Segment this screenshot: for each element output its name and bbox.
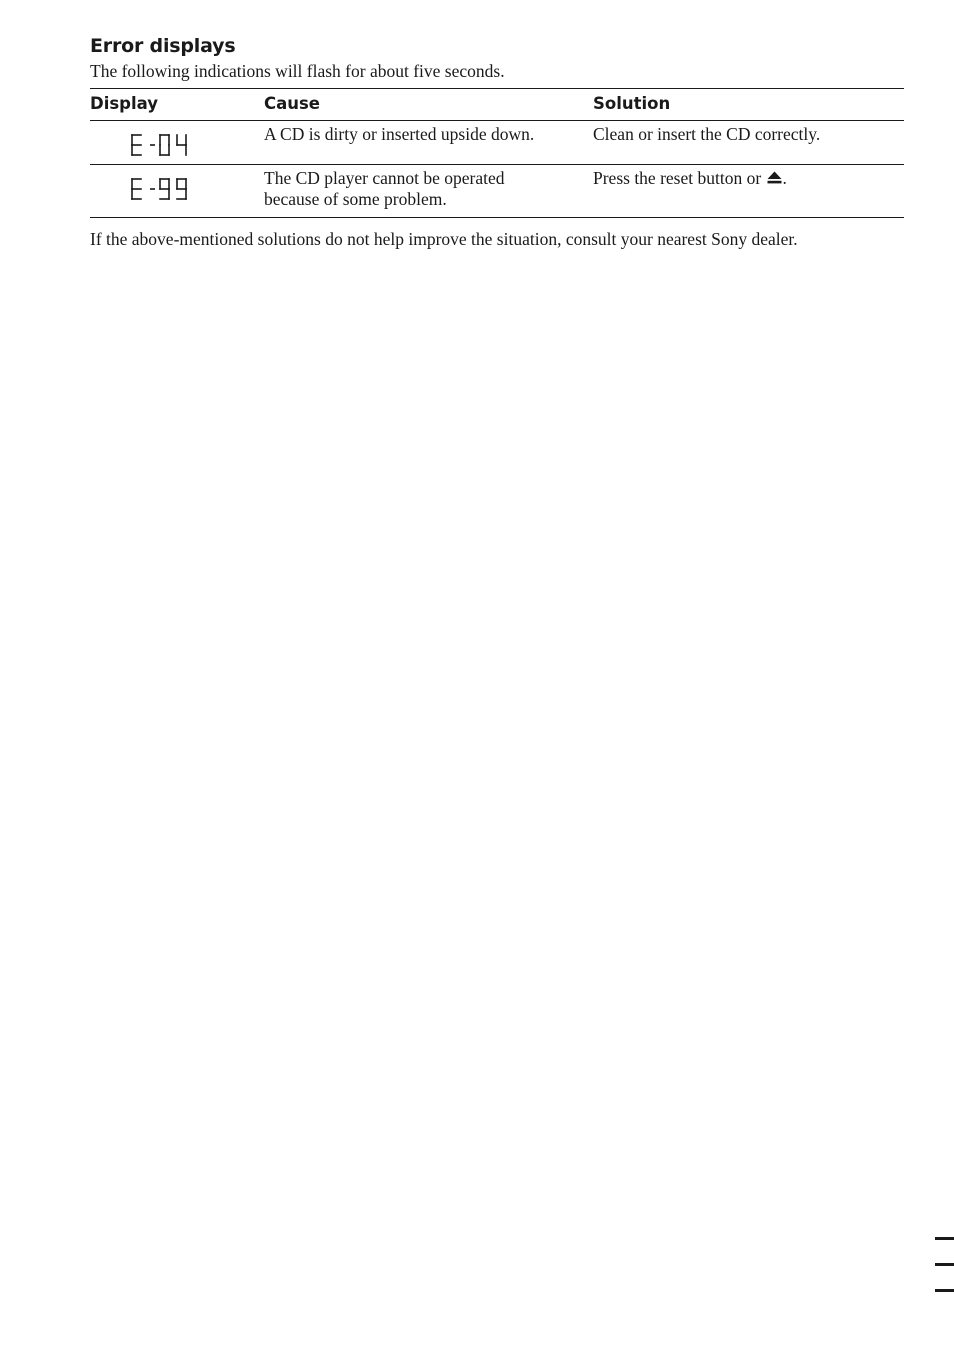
table-row (90, 121, 904, 165)
cause-cell: A CD is dirty or inserted upside down. (264, 121, 593, 165)
lcd-glyph (160, 179, 169, 199)
page-edge-mark (935, 1237, 954, 1240)
column-header-solution: Solution (593, 89, 904, 121)
solution-cell (593, 165, 904, 218)
column-header-cause: Cause (264, 89, 593, 121)
lcd-display-code (130, 177, 210, 201)
solution-end: . (782, 168, 787, 188)
table-row (90, 165, 904, 218)
column-header-display: Display (90, 89, 264, 121)
lcd-glyph (177, 135, 186, 155)
section-intro: The following indications will flash for about five seconds. (90, 61, 505, 81)
lcd-glyph (160, 135, 169, 155)
display-cell (90, 165, 264, 218)
table-header-row (90, 89, 904, 121)
lcd-glyph (132, 135, 141, 155)
error-displays-section (90, 34, 904, 249)
lcd-glyph (132, 179, 141, 199)
solution-text: Press the reset button or (593, 168, 762, 188)
error-table (90, 88, 904, 218)
solution-cell: Clean or insert the CD correctly. (593, 121, 904, 165)
section-title: Error displays (90, 35, 236, 57)
footer-note: If the above-mentioned solutions do not help improve the situation, consult your nearest Sony dealer. (90, 229, 798, 249)
lcd-glyph (177, 179, 186, 199)
page-edge-mark (935, 1263, 954, 1266)
display-cell (90, 121, 264, 165)
cause-cell: The CD player cannot be operated because of some problem. (264, 165, 593, 218)
eject-icon (767, 171, 782, 184)
page-edge-mark (935, 1289, 954, 1292)
lcd-display-code (130, 133, 210, 157)
